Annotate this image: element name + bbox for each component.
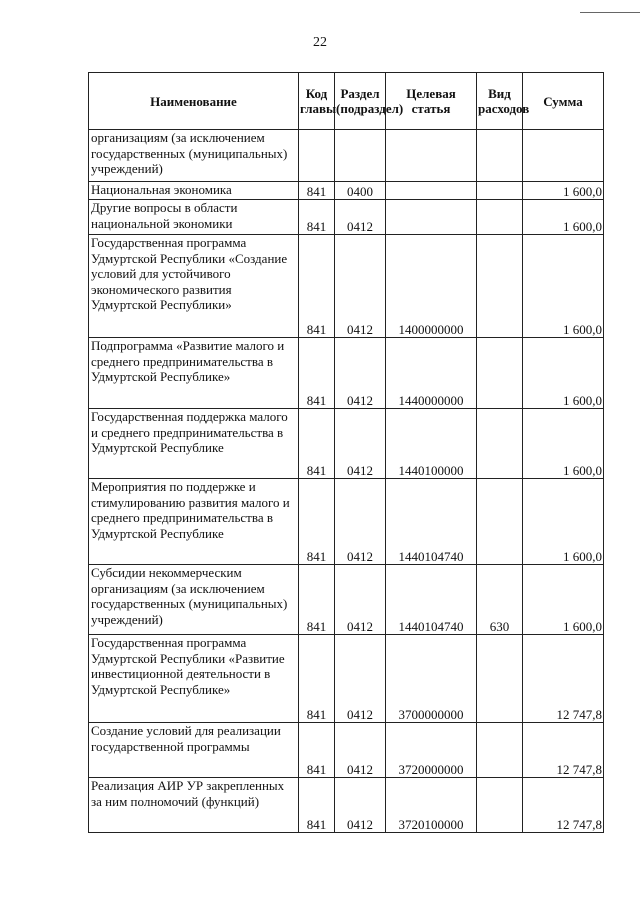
header-code: Код главы bbox=[299, 73, 335, 130]
row-sum: 1 600,0 bbox=[523, 479, 604, 565]
row-target: 3720000000 bbox=[386, 723, 477, 778]
header-sum: Сумма bbox=[523, 73, 604, 130]
table-row bbox=[89, 235, 604, 338]
row-kind bbox=[477, 409, 523, 479]
row-section: 0412 bbox=[335, 338, 386, 409]
row-sum: 1 600,0 bbox=[523, 182, 604, 200]
row-section: 0412 bbox=[335, 235, 386, 338]
row-target bbox=[386, 200, 477, 235]
row-name: Мероприятия по поддержке и стимулированию развития малого и среднего предпринимательства в Удмуртской Республике bbox=[89, 479, 299, 565]
row-kind bbox=[477, 778, 523, 833]
budget-table bbox=[88, 72, 604, 833]
row-section: 0412 bbox=[335, 565, 386, 635]
table-row bbox=[89, 130, 604, 182]
row-sum: 12 747,8 bbox=[523, 778, 604, 833]
row-target bbox=[386, 182, 477, 200]
row-kind bbox=[477, 338, 523, 409]
row-section: 0412 bbox=[335, 479, 386, 565]
row-section: 0400 bbox=[335, 182, 386, 200]
row-code: 841 bbox=[299, 338, 335, 409]
row-target: 1440000000 bbox=[386, 338, 477, 409]
row-name: Другие вопросы в области национальной экономики bbox=[89, 200, 299, 235]
row-code: 841 bbox=[299, 200, 335, 235]
row-code: 841 bbox=[299, 409, 335, 479]
table-row bbox=[89, 338, 604, 409]
row-name: Государственная программа Удмуртской Республики «Создание условий для устойчивого экономического развития Удмуртской Республики» bbox=[89, 235, 299, 338]
row-kind bbox=[477, 182, 523, 200]
row-code: 841 bbox=[299, 778, 335, 833]
header-target: Целевая статья bbox=[386, 73, 477, 130]
row-sum: 1 600,0 bbox=[523, 200, 604, 235]
row-target: 3700000000 bbox=[386, 635, 477, 723]
row-code: 841 bbox=[299, 635, 335, 723]
row-target: 1440104740 bbox=[386, 565, 477, 635]
table-row bbox=[89, 565, 604, 635]
row-target: 3720100000 bbox=[386, 778, 477, 833]
row-section: 0412 bbox=[335, 723, 386, 778]
row-section bbox=[335, 130, 386, 182]
row-section: 0412 bbox=[335, 635, 386, 723]
row-sum: 1 600,0 bbox=[523, 409, 604, 479]
row-sum: 12 747,8 bbox=[523, 723, 604, 778]
row-code: 841 bbox=[299, 235, 335, 338]
row-name: Государственная поддержка малого и среднего предпринимательства в Удмуртской Республике bbox=[89, 409, 299, 479]
row-kind bbox=[477, 723, 523, 778]
row-target: 1440100000 bbox=[386, 409, 477, 479]
row-sum bbox=[523, 130, 604, 182]
row-code: 841 bbox=[299, 723, 335, 778]
row-code: 841 bbox=[299, 182, 335, 200]
row-code: 841 bbox=[299, 565, 335, 635]
row-sum: 1 600,0 bbox=[523, 235, 604, 338]
row-kind bbox=[477, 200, 523, 235]
row-target: 1400000000 bbox=[386, 235, 477, 338]
row-kind: 630 bbox=[477, 565, 523, 635]
table-row bbox=[89, 778, 604, 833]
table-row bbox=[89, 409, 604, 479]
row-sum: 1 600,0 bbox=[523, 338, 604, 409]
row-section: 0412 bbox=[335, 409, 386, 479]
row-code bbox=[299, 130, 335, 182]
row-name: Подпрограмма «Развитие малого и среднего предпринимательства в Удмуртской Республике» bbox=[89, 338, 299, 409]
row-name: Национальная экономика bbox=[89, 182, 299, 200]
row-sum: 1 600,0 bbox=[523, 565, 604, 635]
row-sum: 12 747,8 bbox=[523, 635, 604, 723]
header-section: Раздел (подраздел) bbox=[335, 73, 386, 130]
row-target: 1440104740 bbox=[386, 479, 477, 565]
corner-rule bbox=[580, 12, 640, 13]
page-number: 22 bbox=[313, 35, 327, 50]
row-name: Субсидии некоммерческим организациям (за исключением государственных (муниципальных) учреждений) bbox=[89, 565, 299, 635]
table-row bbox=[89, 200, 604, 235]
row-kind bbox=[477, 130, 523, 182]
table-row bbox=[89, 635, 604, 723]
row-code: 841 bbox=[299, 479, 335, 565]
row-target bbox=[386, 130, 477, 182]
header-name: Наименование bbox=[89, 73, 299, 130]
row-section: 0412 bbox=[335, 200, 386, 235]
table-row bbox=[89, 479, 604, 565]
row-section: 0412 bbox=[335, 778, 386, 833]
row-name: организациям (за исключением государственных (муниципальных) учреждений) bbox=[89, 130, 299, 182]
table-header-row bbox=[89, 73, 604, 130]
row-name: Реализация АИР УР закрепленных за ним полномочий (функций) bbox=[89, 778, 299, 833]
row-name: Создание условий для реализации государственной программы bbox=[89, 723, 299, 778]
row-kind bbox=[477, 235, 523, 338]
table-row bbox=[89, 723, 604, 778]
table-row bbox=[89, 182, 604, 200]
row-kind bbox=[477, 479, 523, 565]
header-kind: Вид расходов bbox=[477, 73, 523, 130]
row-kind bbox=[477, 635, 523, 723]
row-name: Государственная программа Удмуртской Республики «Развитие инвестиционной деятельности в Удмуртской Республике» bbox=[89, 635, 299, 723]
